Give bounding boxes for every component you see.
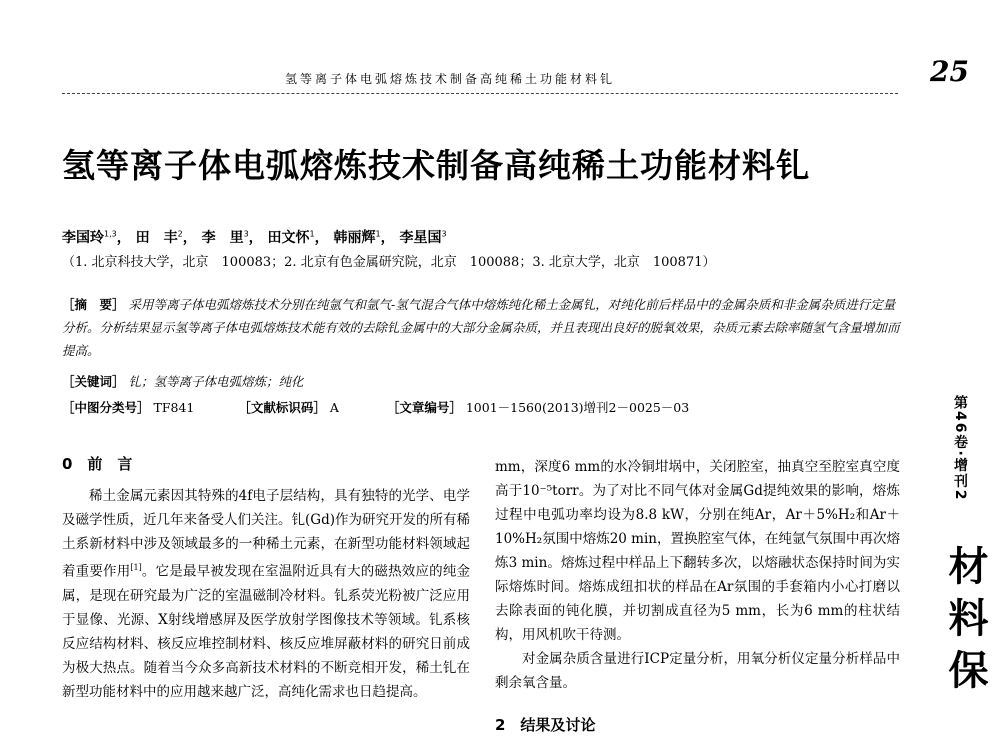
clc-label: ［中图分类号］ [62, 400, 150, 415]
keywords-label: ［关键词］ [62, 374, 125, 389]
citation: [1] [130, 563, 142, 572]
author: 李国玲 [62, 230, 104, 246]
paragraph: mm，深度6 mm的水冷铜坩埚中，关闭腔室，抽真空至腔室真空度高于10⁻⁵torr。为了对比不同气体对金属Gd提纯效果的影响，熔炼过程中电弧功率均设为8.8 kW，分别在纯Ar，Ar＋5%H₂和Ar＋10%H₂氛围中熔炼20 min，置换腔室气体，在纯氩气氛围中再次熔炼3 min。熔炼过程中样品上下翻转多次，以熔融状态保持时间为实际熔炼时间。熔炼成纽扣状的样品在Ar氛围的手套箱内小心打磨以去除表面的钝化膜，并切割成直径为5 mm，长为6 mm的柱状结构，用风机吹干待测。 [495, 459, 900, 643]
classification-line [62, 398, 689, 416]
article-number-value: 1001－1560(2013)增刊2－0025－03 [465, 400, 690, 415]
paragraph: 稀土金属元素因其特殊的4f电子层结构，具有独特的光学、电学及磁学性质，近几年来备受人们关注。钆(Gd)作为研究开发的所有稀土系新材料中涉及领域最多的一种稀土元素，在新型功能材料领域起着重要作用[1]。它是最早被发现在室温附近具有大的磁热效应的纯金属，是现在研究最为广泛的室温磁制冷材料。钆系荧光粉被广泛应用于显像、光源、X射线增感屏及医学放射学图像技术等领域。钆系核反应结构材料、核反应堆控制材料、核反应堆屏蔽材料的研究日前成为极大热点。随着当今众多高新技术材料的不断竞相开发，稀土钆在新型功能材料中的应用越来越广泛，高纯化需求也日趋提高。 [62, 488, 471, 700]
left-column [62, 455, 471, 704]
author-list: 李国玲$^{1,3}$， 田 丰$^2$， 李 里$^3$， 田文怀$^1$， 韩丽辉$^1$， 李星国$^3$ [62, 229, 447, 246]
volume-label: 第46卷·增刊2 [952, 395, 968, 502]
header-divider [62, 93, 898, 94]
page-number: 25 [930, 55, 969, 88]
section-heading: 0 前 言 [62, 455, 133, 473]
author: 韩丽辉 [333, 230, 376, 246]
author: 李 里 [201, 230, 244, 246]
article-number-label: ［文章编号］ [386, 400, 462, 415]
author: 田文怀 [267, 230, 310, 246]
author: 李星国 [399, 230, 442, 246]
author: 田 丰 [135, 230, 178, 246]
running-header: 氢等离子体电弧熔炼技术制备高纯稀土功能材料钆 [285, 72, 616, 86]
clc-value: TF841 [153, 400, 195, 415]
right-column [495, 455, 900, 737]
doc-code-label: ［文献标识码］ [238, 400, 326, 415]
paper-title: 氢等离子体电弧熔炼技术制备高纯稀土功能材料钆 [62, 146, 810, 185]
paragraph: 对金属杂质含量进行ICP定量分析，用氧分析仪定量分析样品中剩余氧含量。 [495, 651, 900, 691]
abstract [62, 293, 902, 362]
affiliations: （1. 北京科技大学，北京 100083；2. 北京有色金属研究院，北京 100088；3. 北京大学，北京 100871） [62, 255, 716, 270]
abstract-label: ［摘 要］ [62, 297, 125, 312]
keywords [62, 372, 304, 390]
journal-name: 材料保 [942, 545, 989, 701]
keywords-text: 钆；氢等离子体电弧熔炼；纯化 [128, 374, 304, 389]
doc-code-value: A [329, 400, 339, 415]
section-heading: 2 结果及讨论 [495, 716, 596, 734]
abstract-text: 采用等离子体电弧熔炼技术分别在纯氩气和氩气-氢气混合气体中熔炼纯化稀土金属钆，对纯化前后样品中的金属杂质和非金属杂质进行定量分析。分析结果显示氢等离子体电弧熔炼技术能有效的去除钆金属中的大部分金属杂质，并且表现出良好的脱氧效果，杂质元素去除率随氢气含量增加而提高。 [62, 297, 900, 358]
